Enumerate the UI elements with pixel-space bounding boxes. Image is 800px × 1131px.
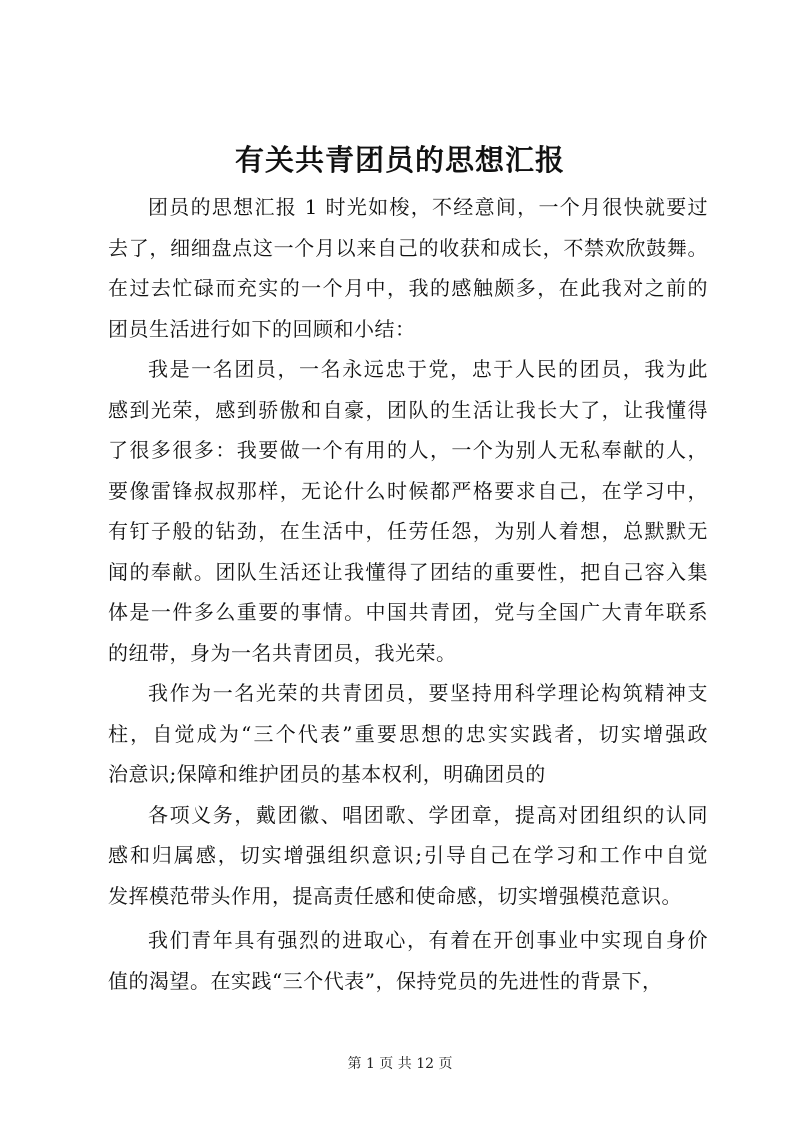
text-line: 有钉子般的钻劲，在生活中，任劳任怨，为别人着想，总默默无 bbox=[108, 519, 708, 543]
text-line: 值的渴望。在实践“三个代表”，保持党员的先进性的背景下， bbox=[108, 968, 663, 993]
text-line: 我作为一名光荣的共青团员，要坚持用科学理论构筑精神支 bbox=[148, 681, 708, 705]
text-line: 要像雷锋叔叔那样，无论什么时候都严格要求自己，在学习中， bbox=[108, 478, 708, 503]
text-line: 治意识;保障和维护团员的基本权利，明确团员的 bbox=[108, 762, 546, 786]
text-line: 感到光荣，感到骄傲和自豪，团队的生活让我长大了，让我懂得 bbox=[108, 397, 708, 422]
text-line: 了很多很多：我要做一个有用的人，一个为别人无私奉献的人， bbox=[108, 438, 708, 462]
page-footer: 第 1 页 共 12 页 bbox=[347, 1056, 453, 1072]
text-line: 我们青年具有强烈的进取心，有着在开创事业中实现自身价 bbox=[148, 928, 708, 952]
text-line: 各项义务，戴团徽、唱团歌、学团章，提高对团组织的认同 bbox=[148, 802, 708, 827]
document-title: 有关共青团员的思想汇报 bbox=[234, 143, 565, 177]
text-line: 团员的思想汇报 1 时光如梭，不经意间，一个月很快就要过 bbox=[148, 195, 708, 219]
text-line: 去了，细细盘点这一个月以来自己的收获和成长，不禁欢欣鼓舞。 bbox=[108, 235, 708, 260]
text-line: 的纽带，身为一名共青团员，我光荣。 bbox=[108, 640, 457, 665]
text-line: 发挥模范带头作用，提高责任感和使命感，切实增强模范意识。 bbox=[108, 883, 682, 908]
text-line: 闻的奉献。团队生活还让我懂得了团结的重要性，把自己容入集 bbox=[108, 559, 708, 584]
text-line: 感和归属感，切实增强组织意识;引导自己在学习和工作中自觉 bbox=[108, 843, 708, 867]
text-line: 体是一件多么重要的事情。中国共青团，党与全国广大青年联系 bbox=[108, 600, 708, 624]
document-body bbox=[108, 187, 708, 1001]
text-line: 柱，自觉成为“三个代表”重要思想的忠实实践者，切实增强政 bbox=[108, 721, 708, 746]
text-line: 团员生活进行如下的回顾和小结： bbox=[108, 316, 416, 341]
text-line: 在过去忙碌而充实的一个月中，我的感触颇多，在此我对之前的 bbox=[108, 276, 708, 300]
text-line: 我是一名团员，一名永远忠于党，忠于人民的团员，我为此 bbox=[148, 357, 708, 381]
